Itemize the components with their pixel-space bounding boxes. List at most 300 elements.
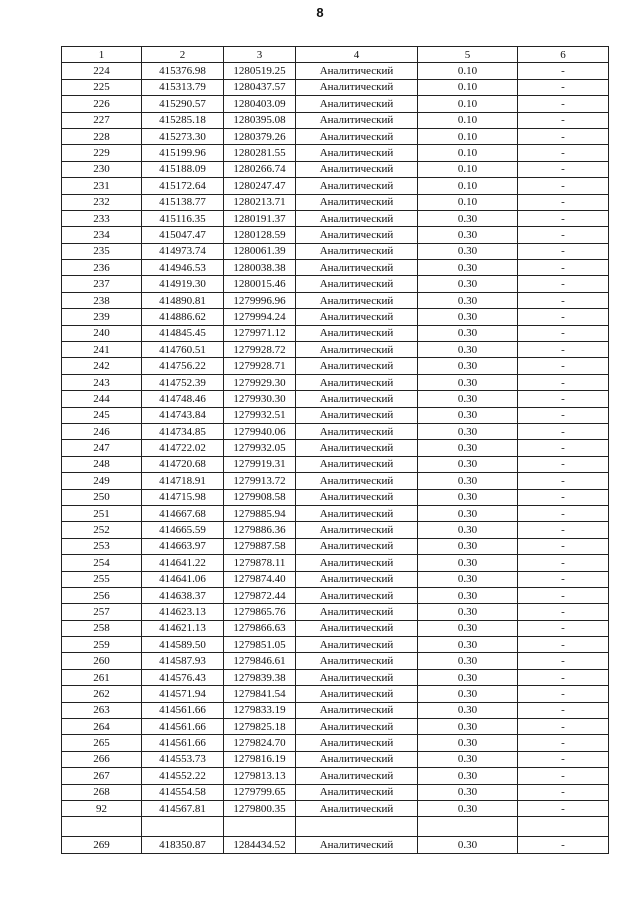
table-cell: Аналитический <box>296 473 418 489</box>
table-cell: 414756.22 <box>142 358 224 374</box>
table-row <box>62 489 609 505</box>
table-cell: 1279930.30 <box>224 391 296 407</box>
table-cell: Аналитический <box>296 538 418 554</box>
table-row <box>62 243 609 259</box>
table-cell: - <box>518 342 609 358</box>
table-cell: - <box>518 423 609 439</box>
table-cell: 230 <box>62 161 142 177</box>
table-cell: 232 <box>62 194 142 210</box>
table-row <box>62 784 609 800</box>
table-row <box>62 686 609 702</box>
table-cell: 414722.02 <box>142 440 224 456</box>
table-cell: 1279996.96 <box>224 292 296 308</box>
table-cell: 414663.97 <box>142 538 224 554</box>
table-cell: 0.30 <box>418 227 518 243</box>
table-cell: 255 <box>62 571 142 587</box>
table-cell: 268 <box>62 784 142 800</box>
table-cell: 414554.58 <box>142 784 224 800</box>
table-cell: Аналитический <box>296 751 418 767</box>
table-cell: 264 <box>62 719 142 735</box>
table-cell: 1279846.61 <box>224 653 296 669</box>
table-cell: 254 <box>62 555 142 571</box>
table-cell: 0.30 <box>418 473 518 489</box>
table-cell: Аналитический <box>296 391 418 407</box>
table-row <box>62 456 609 472</box>
table-cell: 1279908.58 <box>224 489 296 505</box>
table-cell: 266 <box>62 751 142 767</box>
table-cell: 0.30 <box>418 505 518 521</box>
table-cell: 0.30 <box>418 440 518 456</box>
table-cell: Аналитический <box>296 342 418 358</box>
table-cell: 0.30 <box>418 571 518 587</box>
table-row <box>62 391 609 407</box>
table-cell: 0.10 <box>418 161 518 177</box>
table-cell: Аналитический <box>296 112 418 128</box>
table-cell: - <box>518 800 609 816</box>
table-row <box>62 440 609 456</box>
table-cell: 1279887.58 <box>224 538 296 554</box>
table-cell: 415047.47 <box>142 227 224 243</box>
table-cell: Аналитический <box>296 489 418 505</box>
table-cell: 0.30 <box>418 391 518 407</box>
table-cell: - <box>518 358 609 374</box>
table-cell: 247 <box>62 440 142 456</box>
table-cell: 0.30 <box>418 243 518 259</box>
table-cell: Аналитический <box>296 243 418 259</box>
table-cell: - <box>518 178 609 194</box>
table-cell: 0.10 <box>418 79 518 95</box>
table-cell: 414760.51 <box>142 342 224 358</box>
table-cell: 0.30 <box>418 210 518 226</box>
table-cell: 1279800.35 <box>224 800 296 816</box>
table-cell: 414561.66 <box>142 702 224 718</box>
table-row <box>62 79 609 95</box>
table-cell: Аналитический <box>296 96 418 112</box>
table-cell: 1279839.38 <box>224 669 296 685</box>
column-header: 1 <box>62 47 142 63</box>
table-cell: 248 <box>62 456 142 472</box>
table-cell: - <box>518 456 609 472</box>
table-cell: Аналитический <box>296 145 418 161</box>
table-cell: - <box>518 243 609 259</box>
table-cell: Аналитический <box>296 194 418 210</box>
table-cell: Аналитический <box>296 587 418 603</box>
table-cell: 240 <box>62 325 142 341</box>
table-row <box>62 342 609 358</box>
table-cell: Аналитический <box>296 325 418 341</box>
table-cell: - <box>518 227 609 243</box>
table-cell: 1279932.51 <box>224 407 296 423</box>
table-cell: 0.30 <box>418 325 518 341</box>
table-cell: - <box>518 571 609 587</box>
table-cell: 1280379.26 <box>224 128 296 144</box>
table-cell: 0.30 <box>418 489 518 505</box>
table-cell: Аналитический <box>296 653 418 669</box>
table-cell: - <box>518 637 609 653</box>
table-row <box>62 735 609 751</box>
table-row <box>62 637 609 653</box>
table-cell: 1279872.44 <box>224 587 296 603</box>
table-cell: 1284434.52 <box>224 837 296 853</box>
table-cell: 1279851.05 <box>224 637 296 653</box>
table-cell: 414589.50 <box>142 637 224 653</box>
table-cell: 252 <box>62 522 142 538</box>
table-cell: 0.30 <box>418 309 518 325</box>
table-cell: 415290.57 <box>142 96 224 112</box>
table-cell: 1279816.19 <box>224 751 296 767</box>
table-row <box>62 800 609 816</box>
table-row <box>62 751 609 767</box>
table-cell: 0.30 <box>418 522 518 538</box>
table-row <box>62 587 609 603</box>
table-cell: 1279929.30 <box>224 374 296 390</box>
table-cell: Аналитический <box>296 686 418 702</box>
table-cell: - <box>518 260 609 276</box>
table-cell: Аналитический <box>296 260 418 276</box>
table-cell: 1279886.36 <box>224 522 296 538</box>
table-cell: 238 <box>62 292 142 308</box>
table-cell: 0.30 <box>418 637 518 653</box>
table-row <box>62 719 609 735</box>
table-cell: Аналитический <box>296 276 418 292</box>
table-cell: - <box>518 161 609 177</box>
table-cell: 414561.66 <box>142 719 224 735</box>
table-cell: - <box>518 128 609 144</box>
table-cell: 1280266.74 <box>224 161 296 177</box>
table-cell: - <box>518 391 609 407</box>
table-cell: Аналитический <box>296 358 418 374</box>
table-cell: 0.30 <box>418 604 518 620</box>
table-row <box>62 620 609 636</box>
table-cell: 243 <box>62 374 142 390</box>
table-row <box>62 702 609 718</box>
coordinates-table <box>61 46 609 854</box>
table-cell: 227 <box>62 112 142 128</box>
table-row <box>62 178 609 194</box>
table-cell: 259 <box>62 637 142 653</box>
table-cell: 414890.81 <box>142 292 224 308</box>
table-cell: - <box>518 620 609 636</box>
table-cell: 0.30 <box>418 719 518 735</box>
table-row <box>62 604 609 620</box>
table-cell: 1280061.39 <box>224 243 296 259</box>
table-cell: - <box>518 587 609 603</box>
table-cell: 244 <box>62 391 142 407</box>
table-cell: 249 <box>62 473 142 489</box>
table-cell: 239 <box>62 309 142 325</box>
table-cell: Аналитический <box>296 423 418 439</box>
table-cell: - <box>518 837 609 853</box>
table-cell: 1280191.37 <box>224 210 296 226</box>
table-cell: 1280213.71 <box>224 194 296 210</box>
table-row <box>62 837 609 853</box>
table-cell: - <box>518 473 609 489</box>
table-cell: 0.10 <box>418 128 518 144</box>
column-header: 6 <box>518 47 609 63</box>
table-cell: 0.10 <box>418 178 518 194</box>
table-cell: 414720.68 <box>142 456 224 472</box>
table-cell: 414734.85 <box>142 423 224 439</box>
table-row <box>62 522 609 538</box>
table-cell: 236 <box>62 260 142 276</box>
table-cell: Аналитический <box>296 719 418 735</box>
table-cell: 0.30 <box>418 456 518 472</box>
table-cell: 414621.13 <box>142 620 224 636</box>
table-cell: - <box>518 374 609 390</box>
table-cell: Аналитический <box>296 800 418 816</box>
table-header-row <box>62 47 609 63</box>
table-cell: 0.30 <box>418 423 518 439</box>
table-cell: 415285.18 <box>142 112 224 128</box>
table-cell: Аналитический <box>296 669 418 685</box>
table-cell: 1279932.05 <box>224 440 296 456</box>
table-cell: - <box>518 292 609 308</box>
table-cell: 414718.91 <box>142 473 224 489</box>
table-row <box>62 423 609 439</box>
table-cell: 414973.74 <box>142 243 224 259</box>
table-cell: Аналитический <box>296 522 418 538</box>
table-cell: 415138.77 <box>142 194 224 210</box>
table-cell: - <box>518 407 609 423</box>
table-row <box>62 653 609 669</box>
table-cell: Аналитический <box>296 637 418 653</box>
table-row <box>62 227 609 243</box>
table-cell: - <box>518 63 609 79</box>
table-cell: Аналитический <box>296 374 418 390</box>
table-row <box>62 128 609 144</box>
table-cell: 414748.46 <box>142 391 224 407</box>
table-cell: 1279833.19 <box>224 702 296 718</box>
table-cell: 1280281.55 <box>224 145 296 161</box>
table-cell: 233 <box>62 210 142 226</box>
empty-cell <box>518 817 609 837</box>
table-cell: 415273.30 <box>142 128 224 144</box>
table-row <box>62 669 609 685</box>
table-cell: 414576.43 <box>142 669 224 685</box>
table-cell: 0.30 <box>418 768 518 784</box>
table-cell: 414752.39 <box>142 374 224 390</box>
page-number: 8 <box>316 5 324 20</box>
table-cell: Аналитический <box>296 505 418 521</box>
empty-cell <box>62 817 142 837</box>
table-cell: - <box>518 784 609 800</box>
table-cell: 414553.73 <box>142 751 224 767</box>
table-cell: 263 <box>62 702 142 718</box>
table-cell: - <box>518 669 609 685</box>
table-cell: 1279799.65 <box>224 784 296 800</box>
table-row <box>62 161 609 177</box>
table-cell: 0.30 <box>418 358 518 374</box>
table-cell: 0.30 <box>418 276 518 292</box>
table-cell: 262 <box>62 686 142 702</box>
table-cell: Аналитический <box>296 456 418 472</box>
table-cell: 414641.06 <box>142 571 224 587</box>
table-cell: 261 <box>62 669 142 685</box>
table-cell: 414886.62 <box>142 309 224 325</box>
table-cell: 257 <box>62 604 142 620</box>
table-cell: - <box>518 653 609 669</box>
table-row <box>62 112 609 128</box>
table-row <box>62 292 609 308</box>
table-cell: 414623.13 <box>142 604 224 620</box>
table-cell: Аналитический <box>296 227 418 243</box>
table-cell: 260 <box>62 653 142 669</box>
table-cell: 0.30 <box>418 538 518 554</box>
table-cell: 92 <box>62 800 142 816</box>
table-cell: 1280437.57 <box>224 79 296 95</box>
table-cell: 414946.53 <box>142 260 224 276</box>
table-row <box>62 145 609 161</box>
table-cell: 253 <box>62 538 142 554</box>
table-cell: - <box>518 276 609 292</box>
column-header: 3 <box>224 47 296 63</box>
table-cell: 242 <box>62 358 142 374</box>
table-row <box>62 358 609 374</box>
column-header: 2 <box>142 47 224 63</box>
table-cell: 1279928.71 <box>224 358 296 374</box>
table-cell: 1279940.06 <box>224 423 296 439</box>
table-cell: 1280015.46 <box>224 276 296 292</box>
table-row <box>62 260 609 276</box>
table-cell: 225 <box>62 79 142 95</box>
table-cell: Аналитический <box>296 309 418 325</box>
table-cell: 1280403.09 <box>224 96 296 112</box>
table-cell: Аналитический <box>296 63 418 79</box>
table-row <box>62 325 609 341</box>
table-cell: 265 <box>62 735 142 751</box>
table-cell: Аналитический <box>296 768 418 784</box>
table-cell: - <box>518 145 609 161</box>
table-cell: 414715.98 <box>142 489 224 505</box>
table-cell: 0.30 <box>418 669 518 685</box>
table-cell: Аналитический <box>296 440 418 456</box>
table-row <box>62 473 609 489</box>
table-cell: 245 <box>62 407 142 423</box>
table-row <box>62 309 609 325</box>
table-cell: - <box>518 210 609 226</box>
table-cell: 1279928.72 <box>224 342 296 358</box>
table-cell: 0.10 <box>418 112 518 128</box>
table-cell: - <box>518 686 609 702</box>
table-cell: - <box>518 309 609 325</box>
table-cell: - <box>518 489 609 505</box>
table-cell: - <box>518 555 609 571</box>
table-cell: 1279866.63 <box>224 620 296 636</box>
table-cell: 0.30 <box>418 800 518 816</box>
table-cell: Аналитический <box>296 702 418 718</box>
table-cell: 0.30 <box>418 374 518 390</box>
table-cell: 256 <box>62 587 142 603</box>
table-cell: 1279865.76 <box>224 604 296 620</box>
table-cell: 258 <box>62 620 142 636</box>
table-cell: 228 <box>62 128 142 144</box>
table-cell: 0.30 <box>418 653 518 669</box>
table-cell: 0.30 <box>418 837 518 853</box>
table-cell: 1279994.24 <box>224 309 296 325</box>
table-cell: Аналитический <box>296 620 418 636</box>
table-cell: 0.30 <box>418 260 518 276</box>
table-cell: - <box>518 702 609 718</box>
column-header: 5 <box>418 47 518 63</box>
table-cell: 251 <box>62 505 142 521</box>
table-cell: 234 <box>62 227 142 243</box>
table-cell: 414561.66 <box>142 735 224 751</box>
empty-cell <box>142 817 224 837</box>
table-cell: 414571.94 <box>142 686 224 702</box>
table-cell: Аналитический <box>296 407 418 423</box>
table-cell: 229 <box>62 145 142 161</box>
table-cell: 237 <box>62 276 142 292</box>
table-cell: 224 <box>62 63 142 79</box>
table-cell: - <box>518 538 609 554</box>
table-cell: 0.10 <box>418 63 518 79</box>
table-row <box>62 276 609 292</box>
table-cell: 235 <box>62 243 142 259</box>
table-cell: 414667.68 <box>142 505 224 521</box>
table-cell: Аналитический <box>296 604 418 620</box>
empty-row <box>62 817 609 837</box>
table-body <box>62 63 609 853</box>
table-cell: 1279913.72 <box>224 473 296 489</box>
table-cell: 1280128.59 <box>224 227 296 243</box>
table-cell: 414567.81 <box>142 800 224 816</box>
table-cell: - <box>518 719 609 735</box>
table-cell: Аналитический <box>296 555 418 571</box>
table-cell: 414552.22 <box>142 768 224 784</box>
table-cell: 0.30 <box>418 751 518 767</box>
table-cell: Аналитический <box>296 128 418 144</box>
table-cell: - <box>518 604 609 620</box>
table-cell: 0.10 <box>418 96 518 112</box>
table-cell: 1279878.11 <box>224 555 296 571</box>
table-row <box>62 571 609 587</box>
table-cell: 414641.22 <box>142 555 224 571</box>
table-cell: 1280038.38 <box>224 260 296 276</box>
table-cell: 418350.87 <box>142 837 224 853</box>
table-cell: 0.30 <box>418 587 518 603</box>
table-cell: 414665.59 <box>142 522 224 538</box>
empty-cell <box>296 817 418 837</box>
table-cell: 415172.64 <box>142 178 224 194</box>
table-cell: 414845.45 <box>142 325 224 341</box>
table-cell: Аналитический <box>296 178 418 194</box>
table-cell: 414743.84 <box>142 407 224 423</box>
table-cell: 250 <box>62 489 142 505</box>
table-cell: 0.30 <box>418 702 518 718</box>
table-cell: 415116.35 <box>142 210 224 226</box>
table-cell: Аналитический <box>296 161 418 177</box>
table-cell: 0.30 <box>418 620 518 636</box>
table-cell: 1279824.70 <box>224 735 296 751</box>
table-cell: 1279919.31 <box>224 456 296 472</box>
table-cell: 414638.37 <box>142 587 224 603</box>
table-cell: 1280247.47 <box>224 178 296 194</box>
table-cell: 269 <box>62 837 142 853</box>
table-cell: 0.30 <box>418 555 518 571</box>
column-header: 4 <box>296 47 418 63</box>
table-cell: 226 <box>62 96 142 112</box>
table-cell: - <box>518 440 609 456</box>
table-cell: 415376.98 <box>142 63 224 79</box>
table-cell: Аналитический <box>296 837 418 853</box>
table-cell: 414919.30 <box>142 276 224 292</box>
table-row <box>62 505 609 521</box>
table-cell: 0.30 <box>418 686 518 702</box>
table-row <box>62 555 609 571</box>
table-cell: Аналитический <box>296 79 418 95</box>
table-cell: 414587.93 <box>142 653 224 669</box>
table-cell: 1279825.18 <box>224 719 296 735</box>
